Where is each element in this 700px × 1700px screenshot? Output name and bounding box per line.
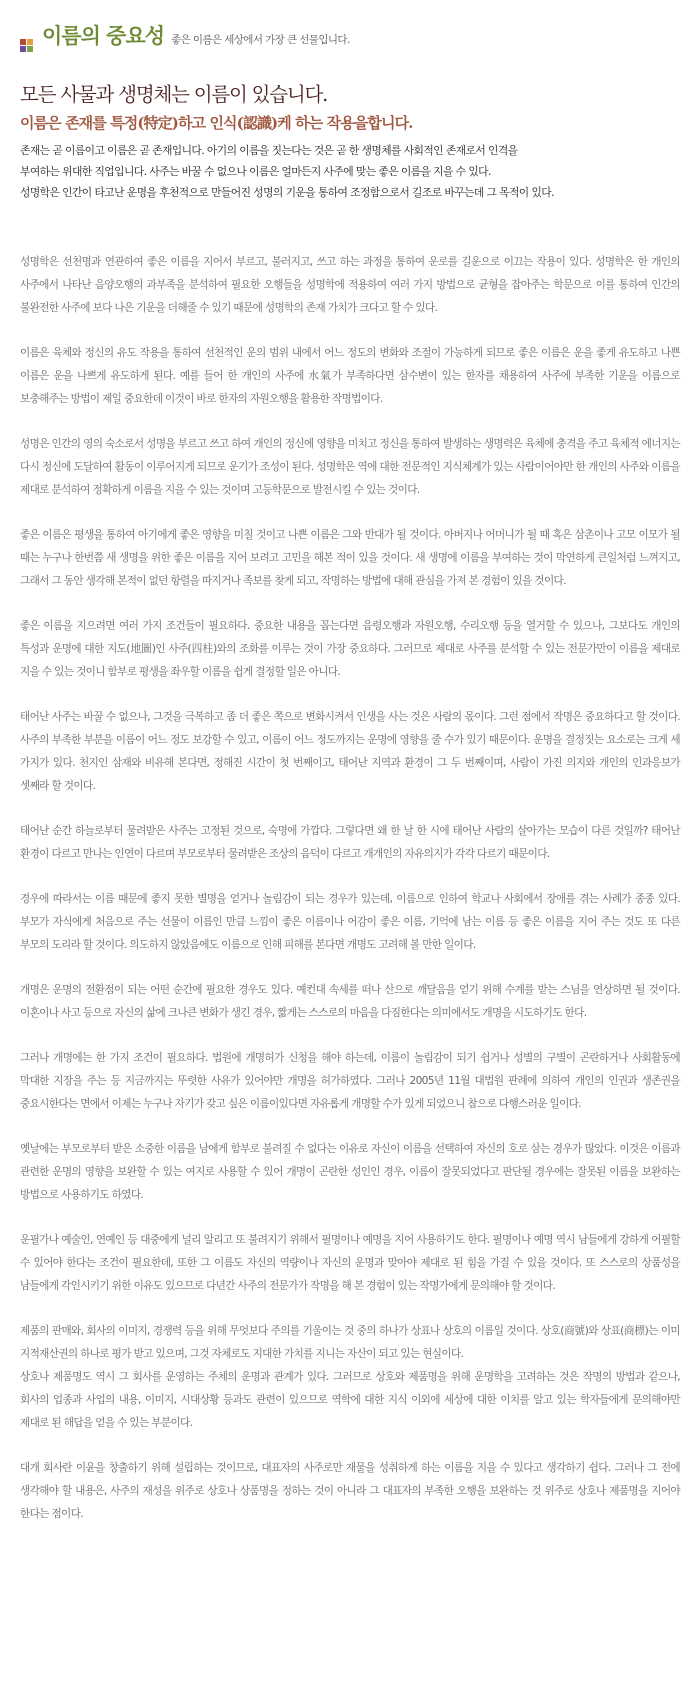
intro-line: 부여하는 위대한 직업입니다. 사주는 바꿀 수 없으나 이름은 얼마든지 사주에 맞는 좋은 이름을 지을 수 있다.: [20, 165, 491, 178]
body-paragraph: 대개 회사란 이윤을 창출하기 위해 설립하는 것이므로, 대표자의 사주로만 재물을 성취하게 하는 이름을 지을 수 있다고 생각하기 쉽다. 그러나 그 전에 생각해야 할 내용은, 사주의 재성을 위주로 상호나 상품명을 정하는 것이 아니라 그 대표자의 부족한 오행을 보완하는 것 위주로 상호나 제품명을 지어야 한다는 점이다.: [20, 1462, 680, 1520]
body-paragraph: 성명은 인간의 영의 숙소로서 성명을 부르고 쓰고 하여 개인의 정신에 영향을 미치고 정신을 통하여 발생하는 생명력은 육체에 충격을 주고 육체적 에너지는 다시 정신에 도달하여 활동이 이루어지게 되므로 운기가 조성이 된다. 성명학은 역에 대한 전문적인 지식체계가 있는 사람이어야만 한 개인의 사주와 이름을 제대로 분석하여 정확하게 이름을 지을 수 있는 것이며 고등학문으로 발전시킬 수 있는 것이다.: [20, 438, 680, 496]
body-paragraph: 좋은 이름을 지으려면 여러 가지 조건들이 필요하다. 중요한 내용을 꼽는다면 음령오행과 자원오행, 수리오행 등을 열거할 수 있으나, 그보다도 개인의 특성과 운명에 대한 지도(地圖)인 사주(四柱)와의 조화를 이루는 것이 가장 중요하다. 그러므로 제대로 사주를 분석할 수 있는 전문가만이 이름을 제대로 지을 수 있는 것이니 함부로 평생을 좌우할 이름을 쉽게 결정할 일은 아니다.: [20, 620, 680, 678]
body-paragraph: 태어난 순간 하늘로부터 물려받은 사주는 고정된 것으로, 숙명에 가깝다. 그렇다면 왜 한 날 한 시에 태어난 사람의 살아가는 모습이 다른 것일까? 태어난 환경이 다르고 만나는 인연이 다르며 부모로부터 물려받은 조상의 음덕이 다르고 개개인의 자유의지가 각각 다르기 때문이다.: [20, 825, 680, 860]
section-subtitle: 좋은 이름은 세상에서 가장 큰 선물입니다.: [171, 34, 350, 46]
body-paragraph: 옛날에는 부모로부터 받은 소중한 이름을 남에게 함부로 불려질 수 없다는 이유로 자신이 이름을 선택하여 자신의 호로 삼는 경우가 많았다. 이것은 이름과 관련한 운명의 영향을 보완할 수 있는 여지로 사용할 수 있어 개명이 곤란한 성인인 경우, 이름이 잘못되었다고 판단될 경우에는 잘못된 이름을 보완하는 방법으로 사용하기도 하였다.: [20, 1143, 680, 1201]
four-color-square-icon: [20, 39, 33, 52]
body-paragraph: 이름은 육체와 정신의 유도 작용을 통하여 선천적인 운의 범위 내에서 어느 정도의 변화와 조절이 가능하게 되므로 좋은 이름은 운을 좋게 유도하고 나쁜 이름은 운을 나쁘게 유도하게 된다. 예를 들어 한 개인의 사주에 水氣가 부족하다면 삼수변이 있는 한자를 채용하여 사주에 부족한 기운을 이름으로 보충해주는 방법이 제일 중요한데 이것이 바로 한자의 자원오행을 활용한 작명법이다.: [20, 347, 680, 405]
body-paragraph: 좋은 이름은 평생을 통하여 아기에게 좋은 영향을 미칠 것이고 나쁜 이름은 그와 반대가 될 것이다. 아버지나 어머니가 될 때 혹은 삼촌이나 고모 이모가 될 때는 누구나 한번쯤 새 생명을 위한 좋은 이름을 지어 보려고 고민을 해본 적이 있을 것이다. 새 생명에 이름을 부여하는 것이 막연하게 큰일처럼 느껴지고, 그래서 그 동안 생각해 본적이 없던 항렬을 따지거나 족보를 찾게 되고, 작명하는 방법에 대해 관심을 가져 본 경험이 있을 것이다.: [20, 529, 680, 587]
body-paragraph: 태어난 사주는 바꿀 수 없으나, 그것을 극복하고 좀 더 좋은 쪽으로 변화시켜서 인생을 사는 것은 사람의 몫이다. 그런 점에서 작명은 중요하다고 할 것이다. 사주의 부족한 부분을 이름이 어느 정도 보강할 수 있고, 이름이 어느 정도까지는 운명에 영향을 줄 수가 있기 때문이다. 운명을 결정짓는 요소로는 크게 세 가지가 있다. 천지인 삼재와 비유해 본다면, 정해진 시간이 첫 번째이고, 태어난 지역과 환경이 그 두 번째이며, 사람이 가진 의지와 개인의 인과응보가 셋째라 할 것이다.: [20, 711, 680, 792]
body-paragraph: 운필가나 예술인, 연예인 등 대중에게 널리 알리고 또 불려지기 위해서 필명이나 예명을 지어 사용하기도 한다. 필명이나 예명 역시 남들에게 강하게 어필할 수 있어야 한다는 조건이 필요한데, 또한 그 이름도 자신의 역량이나 자신의 운명과 맞아야 제대로 된 힘을 가질 수 있을 것이다. 또 스스로의 상품성을 남들에게 각인시키기 위한 이유도 있으므로 다년간 사주의 전문가가 작명을 해 본 경험이 있는 작명가에게 문의해야 할 것이다.: [20, 1234, 680, 1292]
intro-subtitle: 이름은 존재를 특정(特定)하고 인식(認識)케 하는 작용을합니다.: [20, 114, 413, 132]
icon-tile-green: [27, 46, 33, 52]
body-paragraph: 성명학은 선천명과 연관하여 좋은 이름을 지어서 부르고, 불러지고, 쓰고 하는 과정을 통하여 운로를 길운으로 이끄는 작용이 있다. 성명학은 한 개인의 사주에서 나타난 음양오행의 과부족을 분석하여 필요한 오행들을 성명학에 적용하여 여러 가지 방법으로 균형을 잡아주는 학문으로 이를 통하여 인간의 불완전한 사주에 보다 나은 기운을 더해줄 수 있기 때문에 성명학의 존재 가치가 크다고 할 수 있다.: [20, 256, 680, 314]
article-body: [20, 251, 680, 1548]
icon-tile-red: [20, 39, 26, 45]
icon-tile-purple: [20, 46, 26, 52]
intro-line: 존재는 곧 이름이고 이름은 곧 존재입니다. 아기의 이름을 짓는다는 것은 곧 한 생명체를 사회적인 존재로서 인격을: [20, 144, 518, 157]
body-paragraph: 그러나 개명에는 한 가지 조건이 필요하다. 법원에 개명허가 신청을 해야 하는데, 이름이 놀림감이 되기 쉽거나 성별의 구별이 곤란하거나 사회활동에 막대한 지장을 주는 등 지금까지는 뚜렷한 사유가 있어야만 개명을 허가하였다. 그러나 2005년 11월 대법원 판례에 의하여 개인의 인권과 생존권을 중요시한다는 면에서 이제는 누구나 자기가 갖고 싶은 이름이있다면 자유롭게 개명할 수가 있게 되었으니 참으로 다행스러운 일이다.: [20, 1052, 680, 1110]
body-paragraph: 경우에 따라서는 이름 때문에 좋지 못한 별명을 얻거나 놀림감이 되는 경우가 있는데, 이름으로 인하여 학교나 사회에서 장애를 겪는 사례가 종종 있다. 부모가 자식에게 처음으로 주는 선물이 이름인 만큼 느낌이 좋은 이름이나 어감이 좋은 이름, 기억에 남는 이름 등 좋은 이름을 지어 주는 것도 또 다른 부모의 도리라 할 것이다. 의도하지 않았음에도 이름으로 인해 피해를 본다면 개명도 고려해 볼 만한 일이다.: [20, 893, 680, 951]
icon-tile-orange: [27, 39, 33, 45]
body-paragraph: 상호나 제품명도 역시 그 회사를 운영하는 주체의 운명과 관계가 있다. 그러므로 상호와 제품명을 위해 운명학을 고려하는 것은 작명의 방법과 같으나, 회사의 업종과 사업의 내용, 이미지, 시대상황 등과도 관련이 있으므로 역학에 대한 지식 이외에 세상에 대한 이치를 알고 있는 학자들에게 문의해야만 제대로 된 해답을 얻을 수 있는 부분이다.: [20, 1371, 680, 1429]
section-header: [20, 20, 350, 50]
section-title: 이름의 중요성: [42, 24, 165, 48]
intro-line: 성명학은 인간이 타고난 운명을 후천적으로 만들어진 성명의 기운을 통하여 조정함으로서 길조로 바꾸는데 그 목적이 있다.: [20, 186, 554, 199]
intro-block: [20, 82, 680, 203]
intro-title: 모든 사물과 생명체는 이름이 있습니다.: [20, 83, 328, 106]
body-paragraph: 제품의 판매와, 회사의 이미지, 경쟁력 등을 위해 무엇보다 주의를 기울이는 것 중의 하나가 상표나 상호의 이름일 것이다. 상호(商號)와 상표(商標)는 이미 지적재산권의 하나로 평가 받고 있으며, 그것 자체로도 지대한 가치를 지니는 자산이 되고 있는 현실이다.: [20, 1325, 680, 1360]
intro-summary: [20, 140, 680, 203]
body-paragraph: 개명은 운명의 전환점이 되는 어떤 순간에 필요한 경우도 있다. 예컨대 속세를 떠나 산으로 깨달음을 얻기 위해 수계를 받는 스님을 연상하면 될 것이다. 이혼이나 사고 등으로 자신의 삶에 크나큰 변화가 생긴 경우, 짧게는 스스로의 마음을 다짐한다는 의미에서도 개명을 시도하기도 한다.: [20, 984, 680, 1019]
